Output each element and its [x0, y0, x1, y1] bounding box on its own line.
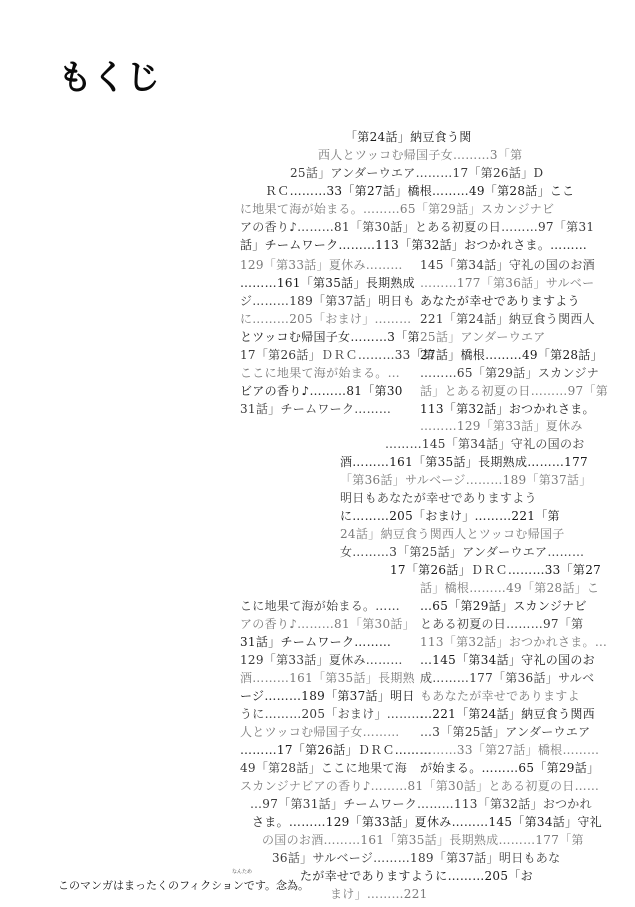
toc-line: 明日もあなたが幸せでありますよう [340, 491, 537, 505]
toc-line: の国のお酒………161「第35話」長期熟成………177「第 [262, 833, 584, 847]
toc-line: ＲＣ………33「第27話」橋根………49「第28話」ここ [265, 184, 575, 198]
toc-line: ………161「第35話」長期熟成 [240, 276, 415, 290]
toc-line: 成………177「第36話」サルベ [420, 671, 595, 685]
toc-line: 129「第33話」夏休み……… [240, 653, 403, 667]
toc-line: あなたが幸せでありますよう [420, 294, 580, 308]
toc-line: ビアの香り♪………81「第30 [240, 384, 403, 398]
toc-line: 36話」サルベージ………189「第37話」明日もあな [272, 851, 561, 865]
toc-line: うに………205「おまけ」……… [240, 707, 424, 721]
ruby-annotation: なんため [232, 869, 253, 875]
toc-line: たが幸せでありますように………205「お [300, 869, 533, 883]
toc-line: 「第24話」納豆食う関 [345, 130, 472, 144]
toc-line: …145「第34話」守礼の国のお [420, 653, 595, 667]
toc-line: に………205「おまけ」………221「第 [340, 509, 560, 523]
toc-line: 「第36話」サルベージ………189「第37話」 [340, 473, 592, 487]
toc-line: …3「第25話」アンダーウエア [420, 725, 591, 739]
toc-line: が始まる。………65「第29話」 [420, 761, 600, 775]
toc-line: ………129「第33話」夏休み [420, 419, 583, 433]
toc-line: …97「第31話」チームワーク………113「第32話」おつかれ [250, 797, 592, 811]
toc-line: 人とツッコむ帰国子女……… [240, 725, 400, 739]
toc-line: ………177「第36話」サルベー [420, 276, 595, 290]
toc-line: …221「第24話」納豆食う関西 [420, 707, 595, 721]
page-title: もくじ [58, 58, 160, 98]
toc-line: まけ」………221 [330, 887, 428, 901]
toc-line: 129「第33話」夏休み……… [240, 258, 403, 272]
toc-line: ………33「第27話」橋根……… [420, 743, 600, 757]
toc-line: 31話」チームワーク……… [240, 635, 392, 649]
toc-line: 17「第26話」ＤＲＣ………33「第27 [390, 563, 602, 577]
toc-line: アの香り♪………81「第30話」 [240, 617, 415, 631]
toc-line: 221「第24話」納豆食う関西人 [420, 312, 595, 326]
toc-line: 西人とツッコむ帰国子女………3「第 [318, 148, 523, 162]
toc-line: 113「第32話」おつかれさま。 [420, 402, 595, 416]
toc-line: アの香り♪………81「第30話」とある初夏の日………97「第31 [240, 220, 595, 234]
disclaimer-text: このマンガはまったくのフィクションです。念為。 [58, 879, 310, 892]
toc-line: 25話」アンダーウエア………17「第26話」D [290, 166, 544, 180]
toc-line: とツッコむ帰国子女………3「第 [240, 330, 420, 344]
toc-line: ージ………189「第37話」明日 [240, 689, 415, 703]
toc-line: 酒………161「第35話」長期熟 [240, 671, 415, 685]
toc-line: こに地果て海が始まる。…… [240, 599, 400, 613]
toc-line: ジ………189「第37話」明日も [240, 294, 415, 308]
toc-line: 113「第32話」おつかれさま。… [420, 635, 608, 649]
toc-line: 24話」納豆食う関西人とツッコむ帰国子 [340, 527, 565, 541]
toc-line: ………65「第29話」スカンジナ [420, 366, 600, 380]
toc-line: 17「第26話」ＤＲＣ………33「第 [240, 348, 436, 362]
toc-line: に地果て海が始まる。………65「第29話」スカンジナビ [240, 202, 555, 216]
toc-line: スカンジナビアの香り♪………81「第30話」とある初夏の日…… [240, 779, 600, 793]
toc-line: さま。………129「第33話」夏休み………145「第34話」守礼 [252, 815, 602, 829]
toc-line: ここに地果て海が始まる。… [240, 366, 400, 380]
toc-line: ………17「第26話」ＤＲＣ……… [240, 743, 432, 757]
toc-line: 25話」アンダーウエア [420, 330, 546, 344]
toc-line: 話」チームワーク………113「第32話」おつかれさま。……… [240, 238, 588, 252]
toc-line: 49「第28話」ここに地果て海 [240, 761, 408, 775]
toc-line: 話」とある初夏の日………97「第 [420, 384, 609, 398]
toc-line: 女………3「第25話」アンダーウエア……… [340, 545, 585, 559]
toc-line: 145「第34話」守礼の国のお酒 [420, 258, 595, 272]
toc-line: 31話」チームワーク……… [240, 402, 392, 416]
toc-line: とある初夏の日………97「第 [420, 617, 584, 631]
toc-line: ………145「第34話」守礼の国のお [385, 437, 585, 451]
toc-line: …65「第29話」スカンジナビ [420, 599, 587, 613]
toc-line: 話」橋根………49「第28話」こ [420, 581, 600, 595]
toc-line: もあなたが幸せでありますよ [420, 689, 580, 703]
toc-line: 27話」橋根………49「第28話」 [420, 348, 603, 362]
toc-line: 酒………161「第35話」長期熟成………177 [340, 455, 588, 469]
toc-line: に………205「おまけ」……… [240, 312, 412, 326]
